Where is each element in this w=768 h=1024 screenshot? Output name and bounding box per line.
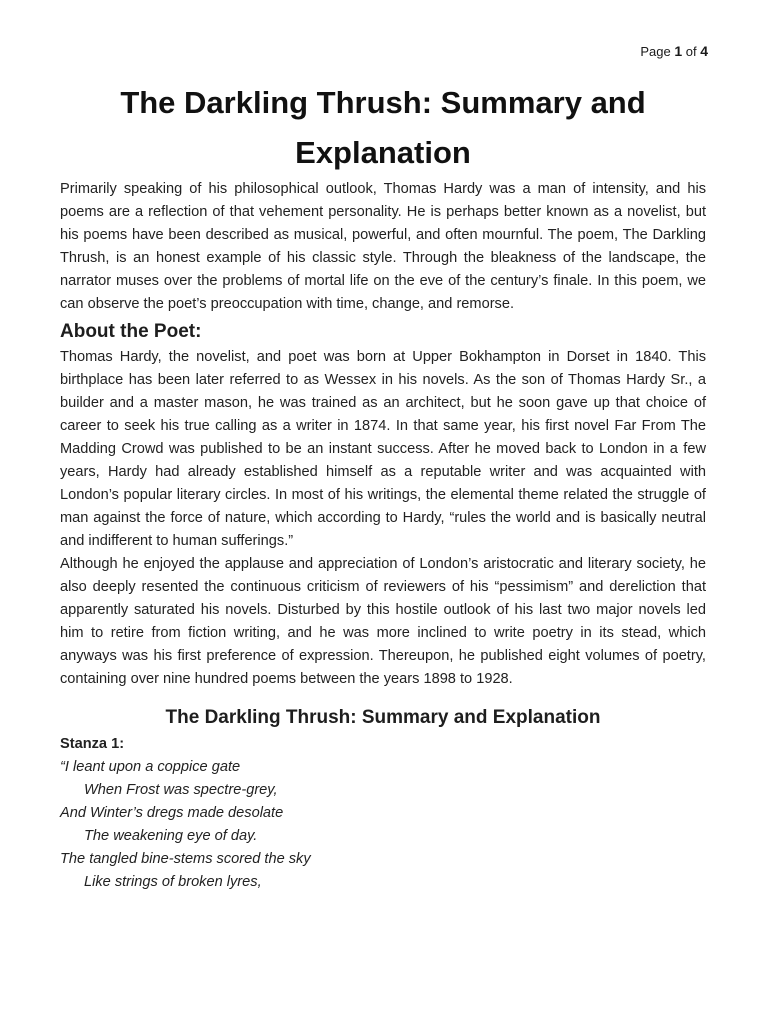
poem-line: And Winter’s dregs made desolate: [60, 805, 284, 821]
poem-line: “I leant upon a coppice gate: [60, 759, 241, 775]
page-number: [640, 43, 708, 59]
poem-stanza: [60, 756, 706, 894]
page-total: 4: [700, 43, 708, 59]
page-of: of: [685, 44, 697, 59]
about-poet-heading: About the Poet:: [60, 321, 202, 342]
page-current: 1: [674, 43, 683, 59]
page-prefix: Page: [640, 44, 671, 59]
poem-line: Like strings of broken lyres,: [84, 874, 262, 890]
poem-line: The tangled bine-stems scored the sky: [60, 851, 311, 867]
about-paragraph-2: Although he enjoyed the applause and appreciation of London’s aristocratic and literary society, he also deeply resented the continuous criticism of reviewers of his “pessimism” and dereliction that apparently saturated his novels. Disturbed by this hostile outlook of his last two major novels led him to retire from fiction writing, and he was more inclined to write poetry in its stead, which anyways was his first preference of expression. Thereupon, he published eight volumes of poetry, containing over nine hundred poems between the years 1898 to 1928.: [60, 556, 706, 687]
summary-heading: The Darkling Thrush: Summary and Explanation: [165, 707, 601, 728]
intro-paragraph: Primarily speaking of his philosophical outlook, Thomas Hardy was a man of intensity, and his poems are a reflection of that vehement personality. He is perhaps better known as a novelist, but his poems have been described as musical, powerful, and often mournful. The poem, The Darkling Thrush, is an honest example of his classic style. Through the bleakness of the landscape, the narrator muses over the problems of mortal life on the eve of the century’s finale. In this poem, we can observe the poet’s preoccupation with time, change, and remorse.: [60, 181, 706, 312]
poem-line: The weakening eye of day.: [84, 828, 258, 844]
stanza-label: Stanza 1:: [60, 736, 125, 752]
about-paragraph-1: Thomas Hardy, the novelist, and poet was born at Upper Bokhampton in Dorset in 1840. This birthplace has been later referred to as Wessex in his novels. As the son of Thomas Hardy Sr., a builder and a master mason, he was trained as an architect, but he soon gave up that choice of career to seek his true calling as a writer in 1874. In that same year, his first novel Far From The Madding Crowd was published to be an instant success. After he moved back to London in a few years, Hardy had already established himself as a reputable writer and was acquainted with London’s popular literary circles. In most of his writings, the elemental theme related the struggle of man against the force of nature, which according to Hardy, “rules the world and is basically neutral and indifferent to human sufferings.”: [60, 349, 706, 549]
poem-line: When Frost was spectre-grey,: [84, 782, 278, 798]
document-title: The Darkling Thrush: Summary and Explanation: [120, 85, 646, 170]
